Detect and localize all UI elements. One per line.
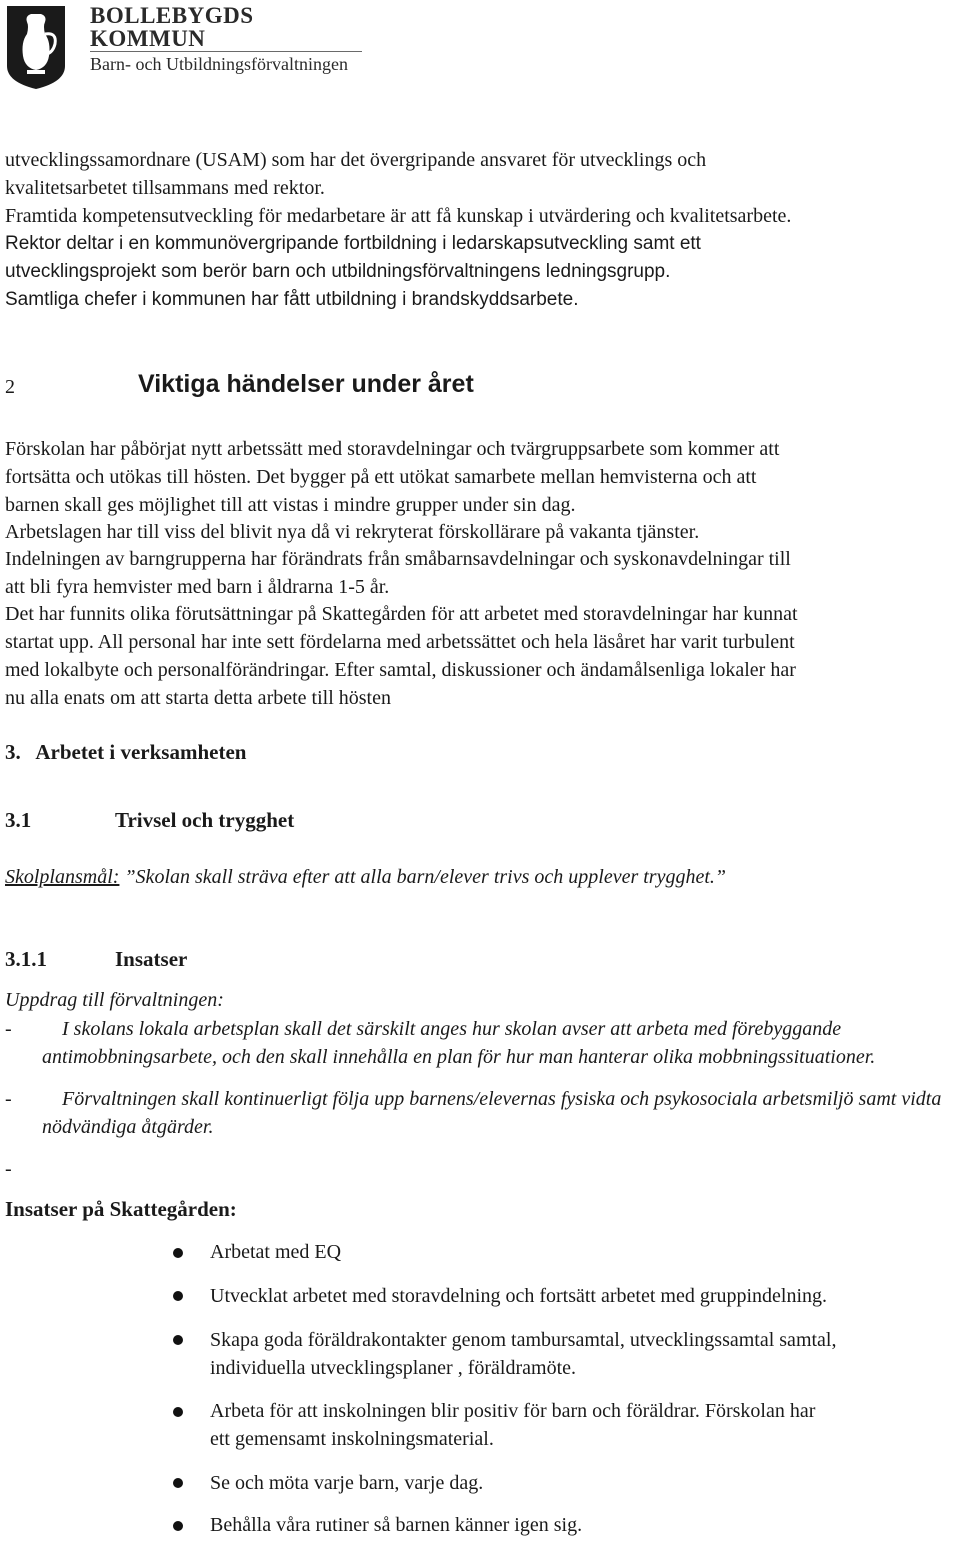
bullet-item: Arbeta för att inskolningen blir positiv för barn och föräldrar. Förskolan har	[210, 1400, 816, 1422]
bullet-item: Arbetat med EQ	[210, 1241, 342, 1263]
assignment-item-1-line: antimobbningsarbete, och den skall innehålla en plan för hur man hanterar olika mobbningssituationer.	[42, 1046, 876, 1068]
goal-label: Skolplansmål:	[5, 866, 120, 888]
section-2-title: Viktiga händelser under året	[138, 370, 474, 398]
org-name-line1: BOLLEBYGDS	[90, 3, 254, 28]
intro-line: Framtida kompetensutveckling för medarbetare är att få kunskap i utvärdering och kvalitetsarbete.	[5, 205, 792, 227]
section-2-line: Förskolan har påbörjat nytt arbetssätt med storavdelningar och tvärgruppsarbete som kommer att	[5, 438, 780, 460]
section-2-line: fortsätta och utökas till hösten. Det bygger på ett utökat samarbete mellan hemvisterna och att	[5, 466, 757, 488]
dash-marker: -	[5, 1088, 12, 1110]
intro-sans-line: Samtliga chefer i kommunen har fått utbildning i brandskyddsarbete.	[5, 289, 579, 310]
bullet-item-continuation: ett gemensamt inskolningsmaterial.	[210, 1428, 494, 1450]
section-3-heading: 3. Arbetet i verksamheten	[5, 740, 247, 764]
bullet-item: Behålla våra rutiner så barnen känner igen sig.	[210, 1514, 583, 1536]
section-2-line: startat upp. All personal har inte sett fördelarna med arbetssättet och hela läsåret har varit turbulent	[5, 631, 795, 653]
bullet-icon	[173, 1521, 183, 1531]
department-name: Barn- och Utbildningsförvaltningen	[90, 54, 348, 74]
assignment-item-2-line: Förvaltningen skall kontinuerligt följa upp barnens/elevernas fysiska och psykosociala arbetsmiljö samt vidta	[62, 1088, 942, 1110]
municipality-logo	[5, 4, 67, 90]
dash-marker: -	[5, 1158, 12, 1180]
dash-marker: -	[5, 1018, 12, 1040]
header-divider	[90, 51, 362, 52]
bullet-item: Skapa goda föräldrakontakter genom tambursamtal, utvecklingssamtal samtal,	[210, 1329, 837, 1351]
intro-sans-line: Rektor deltar i en kommunövergripande fortbildning i ledarskapsutveckling samt ett	[5, 233, 701, 254]
bullet-icon	[173, 1291, 183, 1301]
bullet-item: Se och möta varje barn, varje dag.	[210, 1472, 484, 1494]
section-2-line: Indelningen av barngrupperna har förändrats från småbarnsavdelningar och syskonavdelningar till	[5, 548, 791, 570]
bullet-icon	[173, 1248, 183, 1258]
section-3-1-number: 3.1	[5, 808, 32, 832]
section-2-line: barnen skall ges möjlighet till att vistas i mindre grupper under sin dag.	[5, 494, 576, 516]
goal-text: ”Skolan skall sträva efter att alla barn/elever trivs och upplever trygghet.”	[119, 866, 727, 888]
section-2-number: 2	[5, 376, 15, 398]
section-3-1-1-title: Insatser	[115, 947, 188, 971]
assignment-item-1-line: I skolans lokala arbetsplan skall det särskilt anges hur skolan avser att arbeta med förebyggande	[62, 1018, 842, 1040]
bullet-icon	[173, 1478, 183, 1488]
intro-sans-line: utvecklingsprojekt som berör barn och utbildningsförvaltningens ledningsgrupp.	[5, 261, 671, 282]
section-3-1-title: Trivsel och trygghet	[115, 808, 295, 832]
section-2-line: Det har funnits olika förutsättningar på Skattegården för att arbetet med storavdelningar har kunnat	[5, 603, 798, 625]
school-plan-goal	[5, 863, 726, 891]
bullet-icon	[173, 1407, 183, 1417]
bullet-item-continuation: individuella utvecklingsplaner , föräldramöte.	[210, 1357, 576, 1379]
assignment-label: Uppdrag till förvaltningen:	[5, 989, 224, 1011]
assignment-item-2-line: nödvändiga åtgärder.	[42, 1116, 214, 1138]
intro-line: kvalitetsarbetet tillsammans med rektor.	[5, 177, 325, 199]
org-name-line2: KOMMUN	[90, 26, 206, 51]
section-2-line: med lokalbyte och personalförändringar. Efter samtal, diskussioner och ändamålsenliga lokaler har	[5, 659, 796, 681]
bullet-item: Utvecklat arbetet med storavdelning och fortsätt arbetet med gruppindelning.	[210, 1285, 828, 1307]
section-3-1-1-number: 3.1.1	[5, 947, 47, 971]
section-2-line: nu alla enats om att starta detta arbete till hösten	[5, 687, 391, 709]
intro-line: utvecklingssamordnare (USAM) som har det övergripande ansvaret för utvecklings och	[5, 149, 707, 171]
efforts-heading: Insatser på Skattegården:	[5, 1197, 237, 1221]
bullet-icon	[173, 1335, 183, 1345]
section-2-line: Arbetslagen har till viss del blivit nya då vi rekryterat förskollärare på vakanta tjänster.	[5, 521, 700, 543]
section-2-line: att bli fyra hemvister med barn i åldrarna 1-5 år.	[5, 576, 390, 598]
